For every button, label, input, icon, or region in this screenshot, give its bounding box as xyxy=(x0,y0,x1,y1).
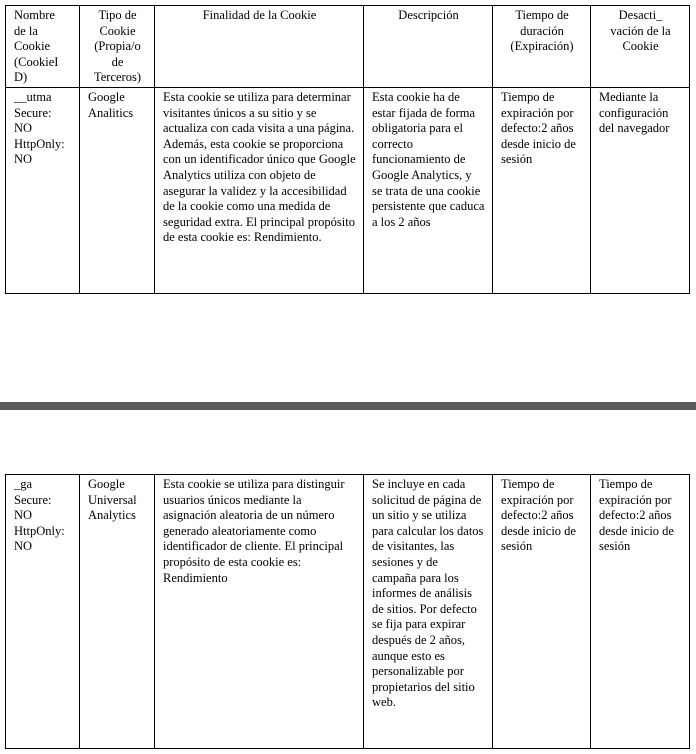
cell-cookie-name: __utma Secure: NO HttpOnly: NO xyxy=(6,88,80,294)
table-row xyxy=(6,475,690,749)
header-cookie-name: Nombre de la Cookie (CookieI D) xyxy=(6,6,80,88)
cell-deactivation: Mediante la configuración del navegador xyxy=(591,88,690,294)
cookie-table-page-1 xyxy=(5,5,690,294)
cell-deactivation: Tiempo de expiración por defecto:2 años desde inicio de sesión xyxy=(591,475,690,749)
header-cookie-purpose: Finalidad de la Cookie xyxy=(155,6,364,88)
cell-description: Esta cookie ha de estar fijada de forma obligatoria para el correcto funcionamiento de Google Analytics, y se trata de una cookie persistente que caduca a los 2 años xyxy=(364,88,493,294)
header-deactivation: Desacti_ vación de la Cookie xyxy=(591,6,690,88)
table-row xyxy=(6,88,690,294)
header-expiration: Tiempo de duración (Expiración) xyxy=(493,6,591,88)
cell-cookie-type: Google Universal Analytics xyxy=(80,475,155,749)
cell-expiration: Tiempo de expiración por defecto:2 años desde inicio de sesión xyxy=(493,88,591,294)
header-cookie-type: Tipo de Cookie (Propia/o de Terceros) xyxy=(80,6,155,88)
cell-cookie-name: _ga Secure: NO HttpOnly: NO xyxy=(6,475,80,749)
cookie-table-page-2 xyxy=(5,474,690,749)
page-divider xyxy=(0,402,696,410)
cell-cookie-type: Google Analitics xyxy=(80,88,155,294)
header-description: Descripción xyxy=(364,6,493,88)
cell-expiration: Tiempo de expiración por defecto:2 años desde inicio de sesión xyxy=(493,475,591,749)
cell-description: Se incluye en cada solicitud de página de un sitio y se utiliza para calcular los datos de visitantes, las sesiones y de campaña para los informes de análisis de sitios. Por defecto se fija para expirar después de 2 años, aunque esto es personalizable por propietarios del sitio web. xyxy=(364,475,493,749)
cell-cookie-purpose: Esta cookie se utiliza para distinguir usuarios únicos mediante la asignación aleatoria de un número generado aleatoriamente como identificador de cliente. El principal propósito de esta cookie es: Rendimiento xyxy=(155,475,364,749)
cell-cookie-purpose: Esta cookie se utiliza para determinar visitantes únicos a su sitio y se actualiza con cada visita a una página. Además, esta cookie se proporciona con un identificador único que Google Analytics utiliza con objeto de asegurar la validez y la accesibilidad de la cookie como una medida de seguridad extra. El principal propósito de esta cookie es: Rendimiento. xyxy=(155,88,364,294)
table-header-row xyxy=(6,6,690,88)
